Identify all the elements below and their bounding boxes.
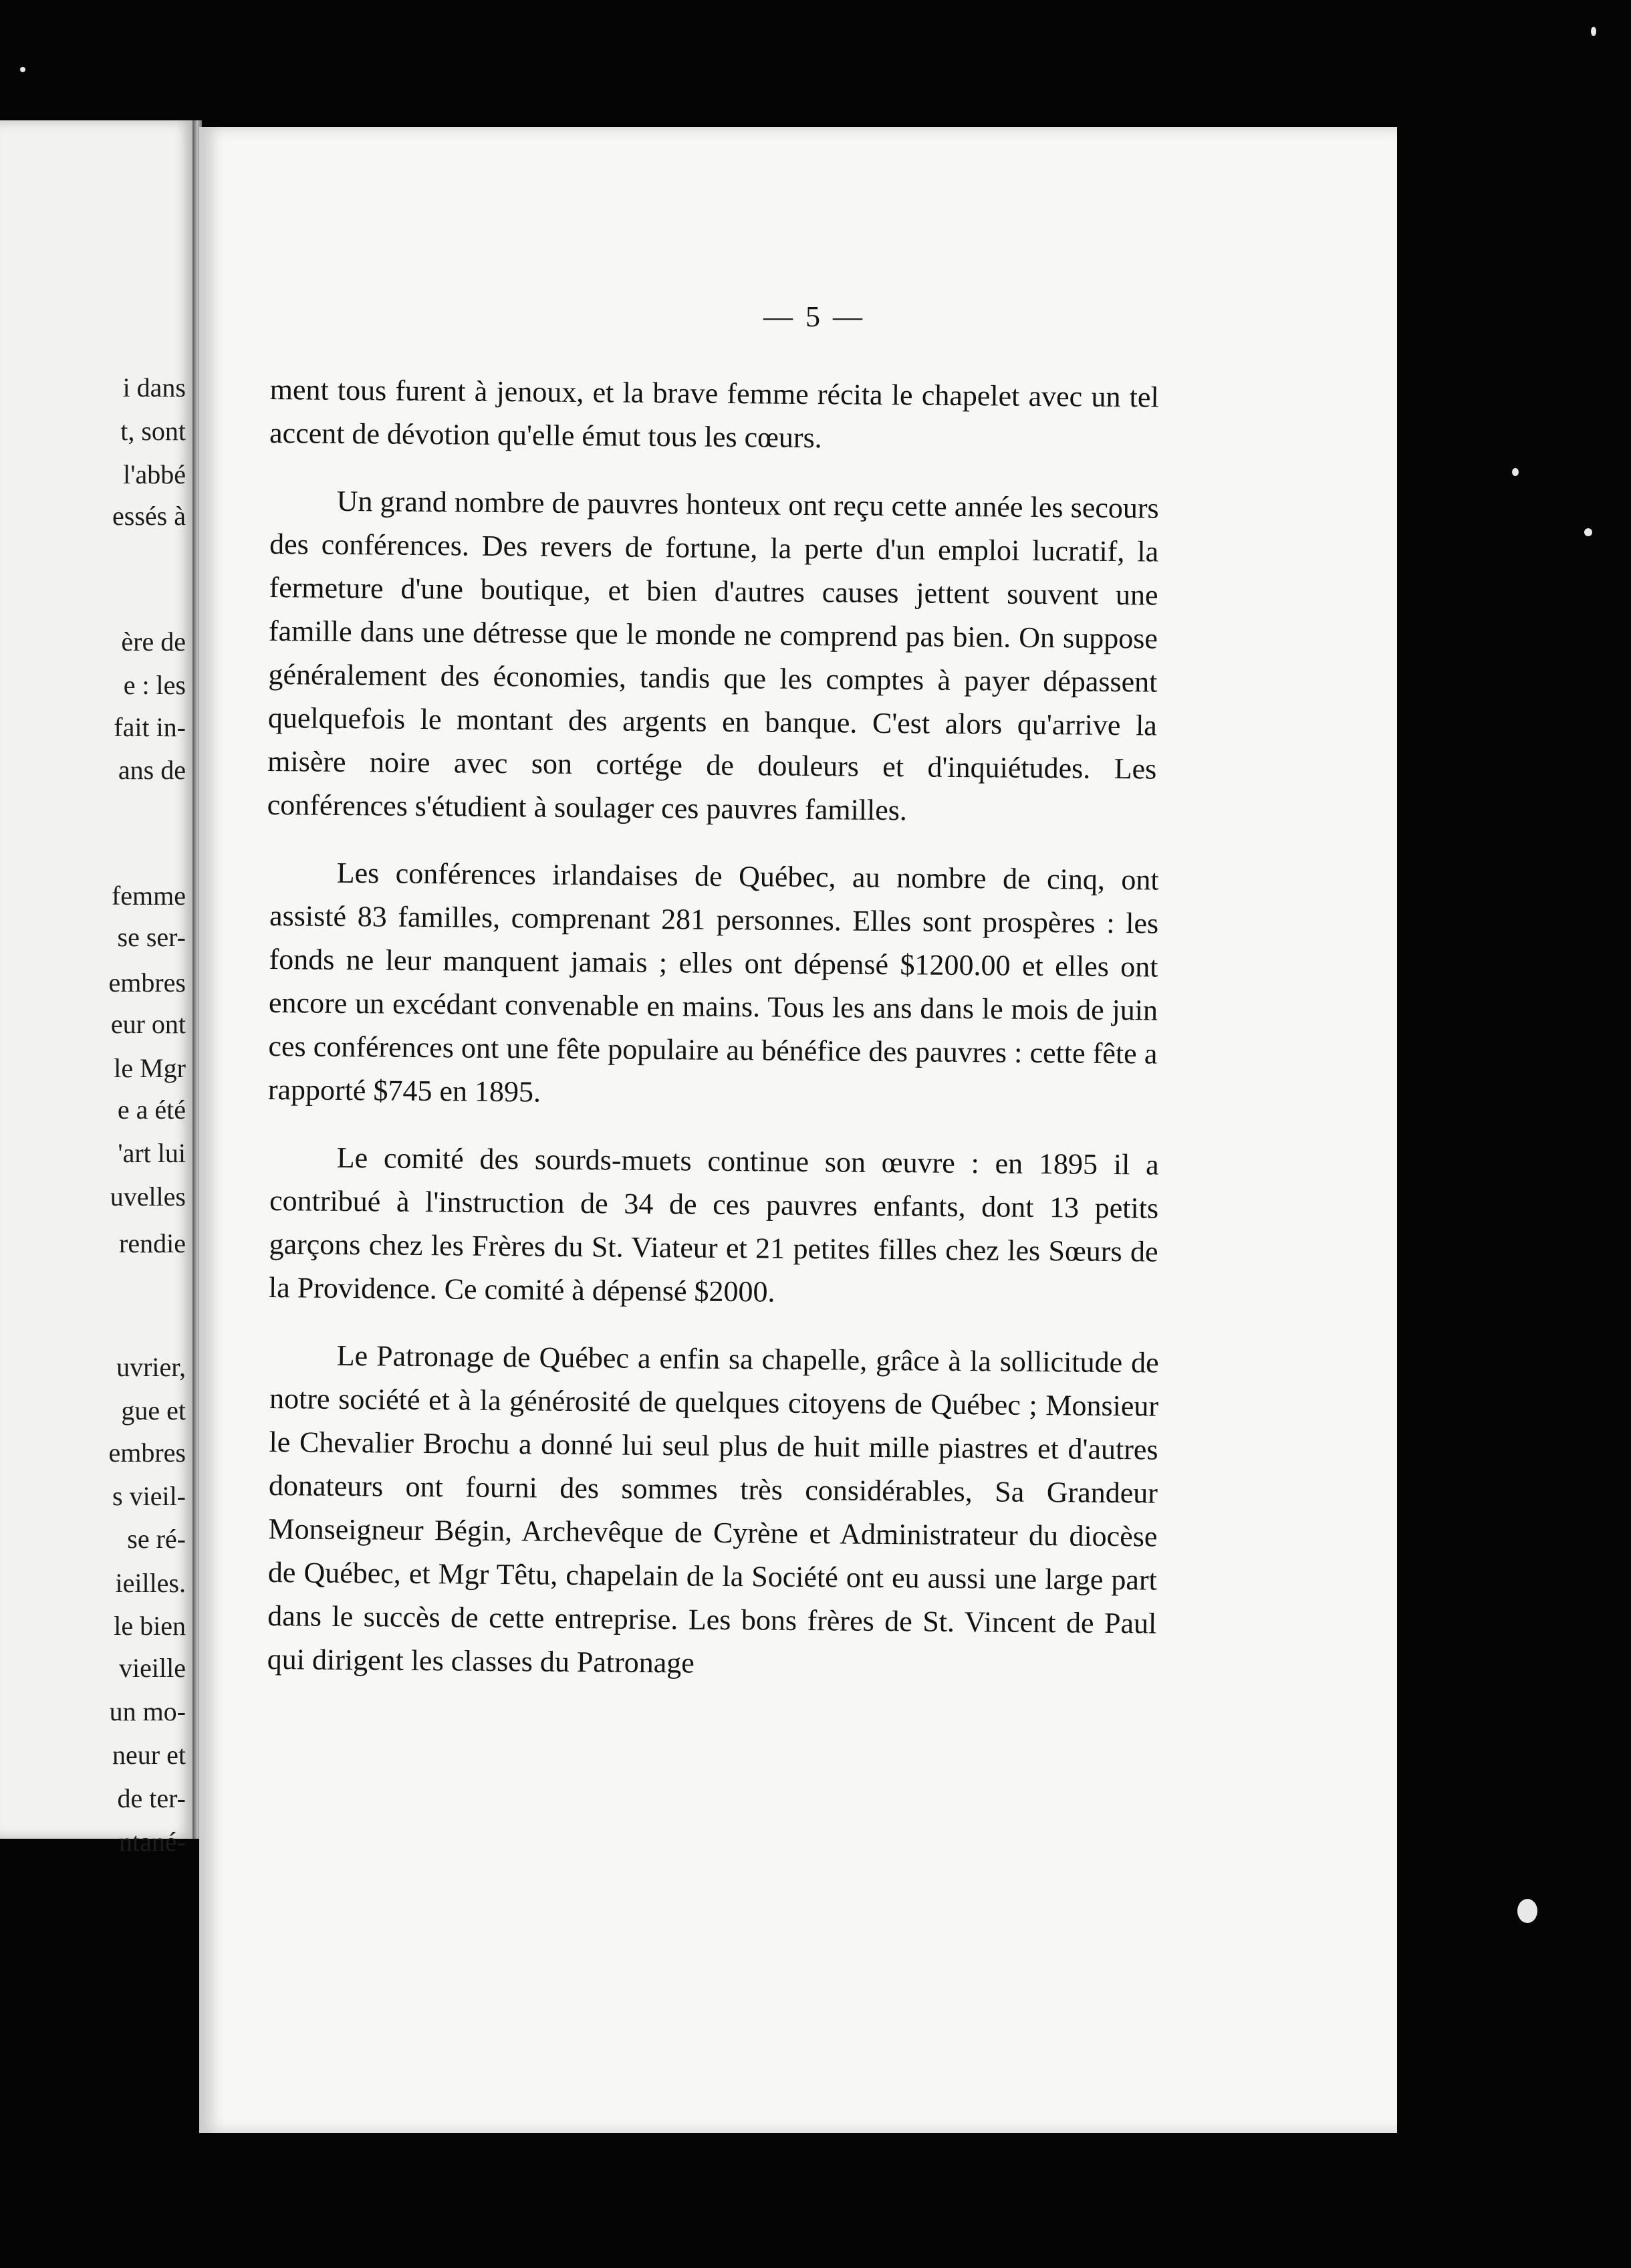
left-page-line: vieille <box>119 1653 186 1683</box>
left-page-line: t, sont <box>120 416 186 446</box>
dust-speck <box>1512 468 1519 476</box>
left-page-line: de ter- <box>117 1783 186 1813</box>
left-page-line: e a été <box>117 1095 186 1125</box>
left-page-line: ntané- <box>119 1827 186 1857</box>
left-page-line: le bien <box>114 1611 186 1641</box>
left-page-line: se ser- <box>117 922 186 952</box>
left-page-line: embres <box>108 968 186 998</box>
left-page <box>0 120 199 1857</box>
paragraph-1: ment tous furent à jenoux, et la brave femme récita le chapelet avec un tel accent de dévotion qu'elle émut tous les cœurs. <box>269 372 1159 455</box>
left-page-line: embres <box>108 1438 186 1468</box>
left-page-line: se ré- <box>127 1524 186 1554</box>
left-page-line: 'art lui <box>118 1138 186 1168</box>
dust-speck <box>1584 528 1592 536</box>
left-page-line: e : les <box>123 670 186 700</box>
page-number: — 5 — <box>763 300 865 333</box>
left-page-line: uvrier, <box>116 1352 186 1382</box>
left-page-line: neur et <box>112 1740 186 1770</box>
left-page-line: ans de <box>118 755 186 785</box>
left-page-line: le Mgr <box>114 1053 186 1083</box>
left-page-line: i dans <box>122 372 186 403</box>
left-page-line: eur ont <box>110 1009 186 1039</box>
left-page-line: uvelles <box>110 1181 186 1212</box>
body-text <box>267 368 1159 1681</box>
left-page-line: ieilles. <box>115 1568 186 1598</box>
left-page-line: fait in- <box>114 712 186 742</box>
left-page-line: rendie <box>119 1228 186 1258</box>
left-page-line: s vieil- <box>112 1481 186 1511</box>
dust-speck <box>1517 1899 1537 1923</box>
left-page-line: essés à <box>112 501 186 531</box>
dust-speck <box>1591 27 1596 36</box>
dust-speck <box>20 67 25 72</box>
paragraph-4: Le comité des sourds-muets continue son œuvre : en 1895 il a contribué à l'instruction de 34 de ces pauvres enfants, dont 13 petits garçons chez les Frères du St. Viateur et 21 petites filles chez les Sœurs de la Providence. Ce comité à dépensé $2000. <box>268 1141 1159 1309</box>
paragraph-5: Le Patronage de Québec a enfin sa chapelle, grâce à la sollicitude de notre société et à la générosité de quelques citoyens de Québec ; Monsieur le Chevalier Brochu a donné lui seul plus de huit mille piastres et d'autres donateurs ont fourni des sommes très considérables, Sa Grandeur Monseigneur Bégin, Archevêque de Cyrène et Administrateur du diocèse de Québec, et Mgr Têtu, chapelain de la Société ont eu aussi une large part dans le succès de cette entreprise. Les bons frères de St. Vincent de Paul qui dirigent les classes du Patronage <box>267 1339 1159 1680</box>
left-page-line: femme <box>111 881 186 911</box>
left-page-line: gue et <box>121 1395 186 1426</box>
paragraph-3: Les conférences irlandaises de Québec, au nombre de cinq, ont assisté 83 familles, comprenant 281 personnes. Elles sont prospères : les fonds ne leur manquent jamais ; elles ont dépensé $1200.00 et elles ont encore un excédant convenable en mains. Tous les ans dans le mois de juin ces conférences ont une fête populaire au bénéfice des pauvres : cette fête a rapporté $745 en 1895. <box>267 856 1159 1109</box>
left-page-line: l'abbé <box>123 459 186 489</box>
left-page-line: ère de <box>121 627 186 657</box>
paragraph-2: Un grand nombre de pauvres honteux ont reçu cette année les secours des conférences. Des revers de fortune, la perte d'un emploi lucratif, la fermeture d'une boutique, et bien d'autres causes jettent souvent une famille dans une détresse que le monde ne comprend pas bien. On suppose généralement des économies, tandis que les comptes à payer dépassent quelquefois le montant des argents en banque. C'est alors qu'arrive la misère noire avec son cortége de douleurs et d'inquiétudes. Les conférences s'étudient à soulager ces pauvres familles. <box>267 484 1159 827</box>
right-page <box>199 127 1397 2133</box>
left-page-line: un mo- <box>109 1696 186 1726</box>
